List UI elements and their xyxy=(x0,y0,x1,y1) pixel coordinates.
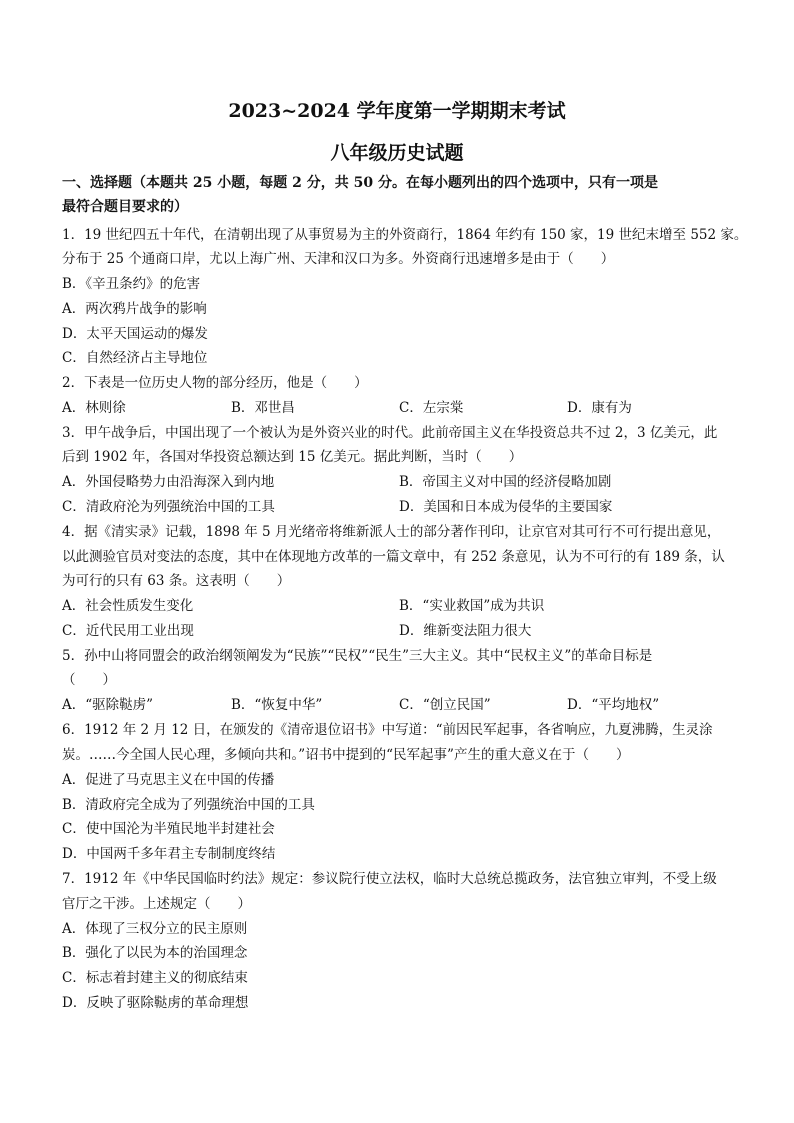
q6-option: B．清政府完全成为了列强统治中国的工具 xyxy=(62,797,315,813)
q4-stem-line1: 4．据《清实录》记载，1898 年 5 月光绪帝将维新派人士的部分著作刊印，让京官对其可行不可行提出意见， xyxy=(62,524,721,540)
exam-title: 2023~2024 学年度第一学期期末考试 xyxy=(228,100,566,122)
q2-option-b: B．邓世昌 xyxy=(231,400,295,416)
q6-stem-line2: 炭。……今全国人民心理，多倾向共和。”诏书中提到的“民军起事”产生的重大意义在于（ ） xyxy=(62,747,630,763)
q5-option-b: B．“恢复中华” xyxy=(231,697,323,713)
q2-option-c: C．左宗棠 xyxy=(399,400,464,416)
q4-option-b: B．“实业救国”成为共识 xyxy=(399,598,545,614)
q2-stem: 2．下表是一位历史人物的部分经历，他是（ ） xyxy=(62,375,368,391)
q7-stem-line2: 官厅之干涉。上述规定（ ） xyxy=(62,896,251,912)
q1-stem-line2: 分布于 25 个通商口岸，尤以上海广州、天津和汉口为多。外资商行迅速增多是由于（ ） xyxy=(62,251,615,267)
q7-option: C．标志着封建主义的彻底结束 xyxy=(62,970,248,986)
q1-option: A．两次鸦片战争的影响 xyxy=(62,301,207,317)
q1-stem-line1: 1．19 世纪四五十年代，在清朝出现了从事贸易为主的外资商行，1864 年约有 150 家，19 世纪末增至 552 家。 xyxy=(62,227,748,243)
q2-option-d: D．康有为 xyxy=(567,400,632,416)
q7-option: A．体现了三权分立的民主原则 xyxy=(62,921,248,937)
q7-option: D．反映了驱除鞑虏的革命理想 xyxy=(62,995,249,1011)
q6-stem-line1: 6．1912 年 2 月 12 日，在颁发的《清帝退位诏书》中写道：“前因民军起事，各省响应，九夏沸腾，生灵涂 xyxy=(62,722,713,738)
q4-stem-line3: 为可行的只有 63 条。这表明（ ） xyxy=(62,573,291,589)
q3-stem-line2: 后到 1902 年，各国对华投资总额达到 15 亿美元。据此判断，当时（ ） xyxy=(62,449,523,465)
q3-stem-line1: 3．甲午战争后，中国出现了一个被认为是外资兴业的时代。此前帝国主义在华投资总共不过 2，3 亿美元，此 xyxy=(62,425,718,441)
section-heading-line1: 一、选择题（本题共 25 小题，每题 2 分，共 50 分。在每小题列出的四个选项中，只有一项是 xyxy=(62,175,658,191)
q1-option: D．太平天国运动的爆发 xyxy=(62,326,208,342)
q3-option-a: A．外国侵略势力由沿海深入到内地 xyxy=(62,474,275,490)
q3-option-d: D．美国和日本成为侵华的主要国家 xyxy=(399,499,613,515)
q6-option: D．中国两千多年君主专制制度终结 xyxy=(62,846,276,862)
q5-option-c: C．“创立民国” xyxy=(399,697,491,713)
q4-option-c: C．近代民用工业出现 xyxy=(62,623,194,639)
exam-subtitle: 八年级历史试题 xyxy=(330,142,464,164)
q1-option: B．《辛丑条约》的危害 xyxy=(62,276,201,292)
q7-option: B．强化了以民为本的治国理念 xyxy=(62,945,248,961)
q6-option: C．使中国沦为半殖民地半封建社会 xyxy=(62,821,275,837)
q4-option-d: D．维新变法阻力很大 xyxy=(399,623,532,639)
q5-option-a: A．“驱除鞑虏” xyxy=(62,697,154,713)
q5-stem-line2: （ ） xyxy=(62,672,116,688)
section-heading-line2: 最符合题目要求的） xyxy=(62,199,188,215)
q3-option-b: B．帝国主义对中国的经济侵略加剧 xyxy=(399,474,612,490)
q2-option-a: A．林则徐 xyxy=(62,400,126,416)
q1-option: C．自然经济占主导地位 xyxy=(62,350,208,366)
q3-option-c: C．清政府沦为列强统治中国的工具 xyxy=(62,499,275,515)
q4-stem-line2: 以此测验官员对变法的态度，其中在体现地方改革的一篇文章中，有 252 条意见，认为不可行的有 189 条，认 xyxy=(62,549,725,565)
q7-stem-line1: 7．1912 年《中华民国临时约法》规定：参议院行使立法权，临时大总统总揽政务，法官独立审判，不受上级 xyxy=(62,871,717,887)
q5-stem-line1: 5．孙中山将同盟会的政治纲领阐发为“民族”“民权”“民生”三大主义。其中“民权主义”的革命目标是 xyxy=(62,648,653,664)
q5-option-d: D．“平均地权” xyxy=(567,697,660,713)
q4-option-a: A．社会性质发生变化 xyxy=(62,598,194,614)
q6-option: A．促进了马克思主义在中国的传播 xyxy=(62,772,275,788)
